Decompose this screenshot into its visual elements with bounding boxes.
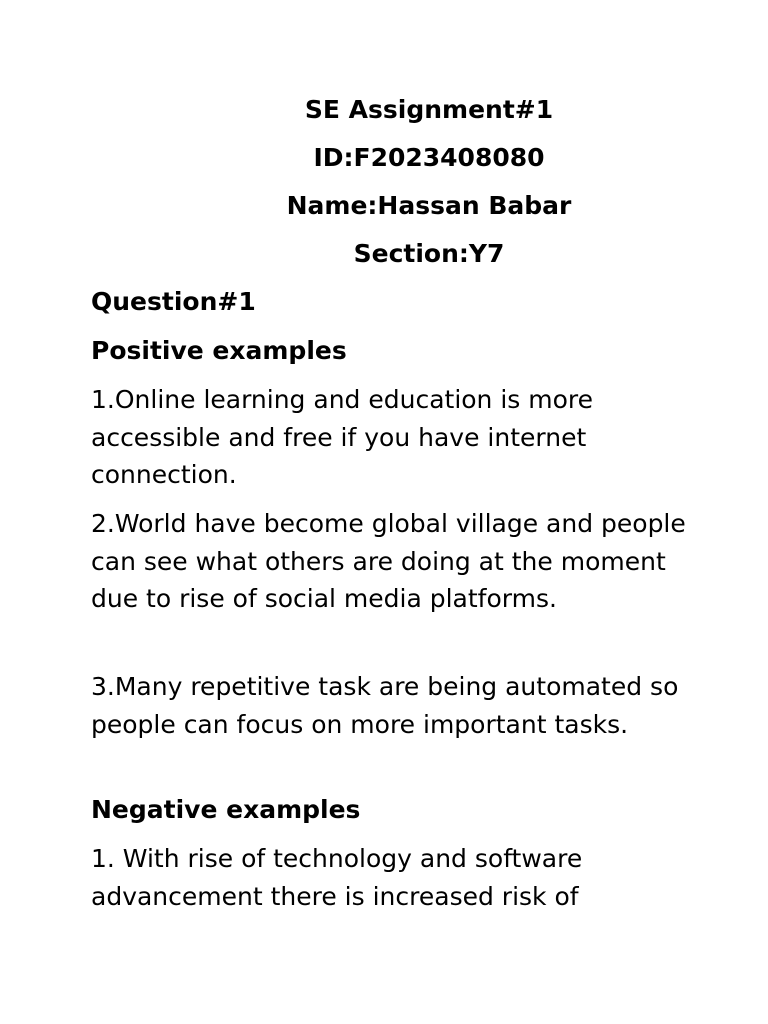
negative-examples-heading: Negative examples [91, 795, 361, 824]
student-id: ID:F2023408080 [313, 143, 545, 172]
question-heading: Question#1 [91, 287, 256, 316]
student-name: Name:Hassan Babar [286, 191, 572, 220]
positive-examples-heading: Positive examples [91, 336, 347, 365]
positive-example-2: 2.World have become global village and people can see what others are doing at the moment due to rise of social media platforms. [91, 509, 686, 613]
positive-example-3: 3.Many repetitive task are being automated so people can focus on more important tasks. [91, 672, 679, 739]
assignment-title: SE Assignment#1 [304, 95, 554, 124]
positive-example-1: 1.Online learning and education is more accessible and free if you have internet connection. [91, 385, 594, 489]
student-section: Section:Y7 [353, 239, 505, 268]
negative-example-1: 1. With rise of technology and software advancement there is increased risk of [91, 844, 583, 911]
